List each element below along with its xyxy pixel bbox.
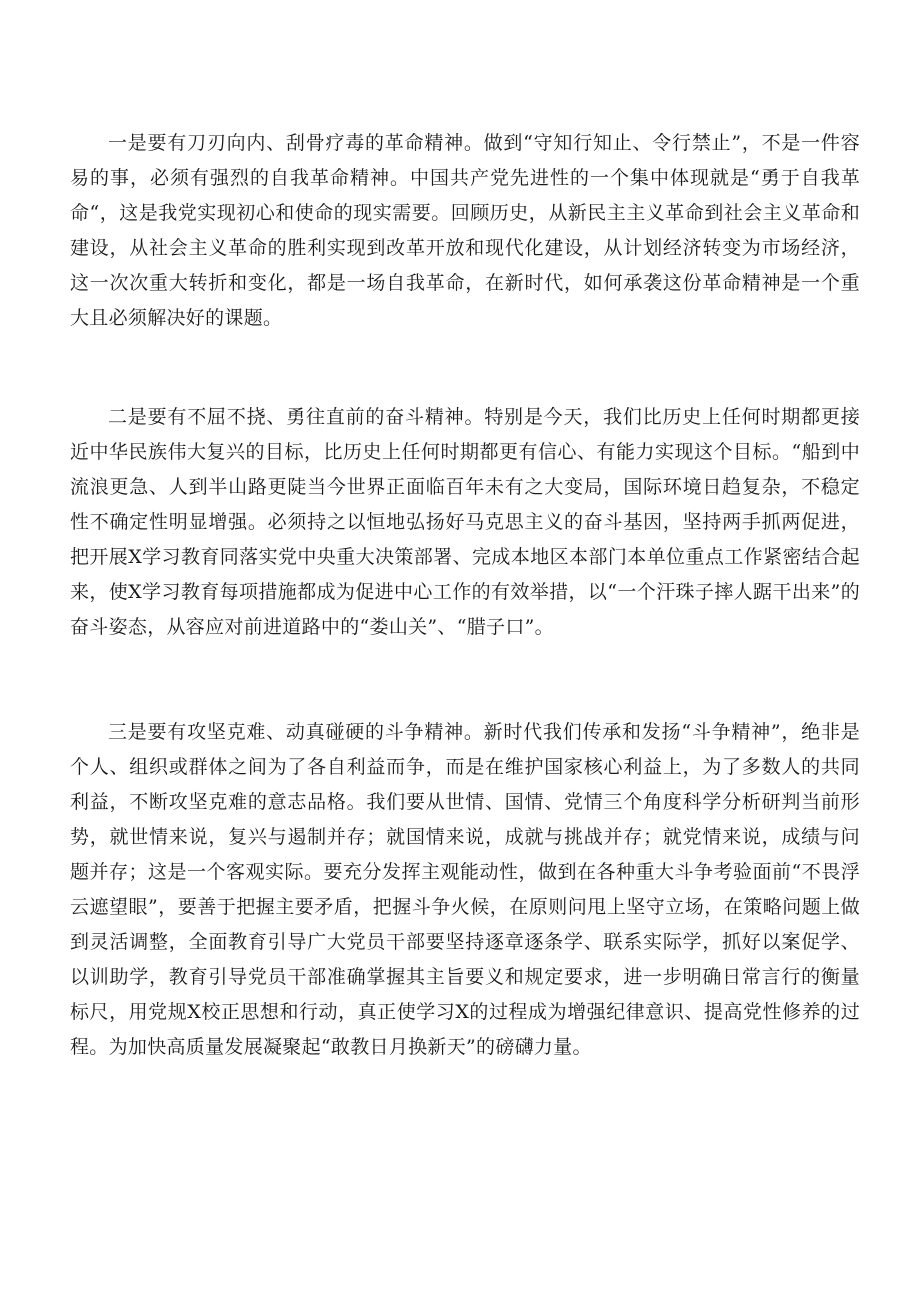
- paragraph-fighting-spirit: 三是要有攻坚克难、动真碰硬的斗争精神。新时代我们传承和发扬“斗争精神”，绝非是个人、组织或群体之间为了各自利益而争，而是在维护国家核心利益上，为了多数人的共同利益，不断攻坚克难的意志品格。我们要从世情、国情、党情三个角度科学分析研判当前形势，就世情来说，复兴与遏制并存；就国情来说，成就与挑战并存；就党情来说，成绩与问题并存；这是一个客观实际。要充分发挥主观能动性，做到在各种重大斗争考验面前“不畏浮云遮望眼”，要善于把握主要矛盾，把握斗争火候，在原则问甩上坚守立场，在策略问题上做到灵活调整，全面教育引导广大党员干部要坚持逐章逐条学、联系实际学，抓好以案促学、以训助学，教育引导党员干部准确掌握其主旨要义和规定要求，进一步明确日常言行的衡量标尺，用党规X校正思想和行动，真正使学习X的过程成为增强纪律意识、提高党性修养的过程。为加快高质量发展凝聚起“敢教日月换新天”的磅礴力量。: [70, 721, 860, 1058]
- paragraph-revolution-spirit: 一是要有刀刃向内、刮骨疗毒的革命精神。做到“守知行知止、令行禁止”，不是一件容易的事，必须有强烈的自我革命精神。中国共产党先进性的一个集中体现就是“勇于自我革命“，这是我党实现初心和使命的现实需要。回顾历史，从新民主主义革命到社会主义革命和建设，从社会主义革命的胜利实现到改革开放和现代化建设，从计划经济转变为市场经济，这一次次重大转折和变化，都是一场自我革命，在新时代，如何承袭这份革命精神是一个重大且必须解决好的课题。: [70, 132, 860, 329]
- paragraph-struggle-spirit: 二是要有不屈不挠、勇往直前的奋斗精神。特别是今天，我们比历史上任何时期都更接近中华民族伟大复兴的目标，比历史上任何时期都更有信心、有能力实现这个目标。“船到中流浪更急、人到半山路更陡当今世界正面临百年未有之大变局，国际环境日趋复杂，不稳定性不确定性明显增强。必须持之以恒地弘扬好马克思主义的奋斗基因，坚持两手抓两促进，把开展X学习教育同落实党中央重大决策部署、完成本地区本部门本单位重点工作紧密结合起来，使X学习教育每项措施都成为促进中心工作的有效举措，以“一个汗珠子摔人踞干出来”的奋斗姿态，从容应对前进道路中的“娄山关”、“腊子口”。: [70, 406, 860, 638]
